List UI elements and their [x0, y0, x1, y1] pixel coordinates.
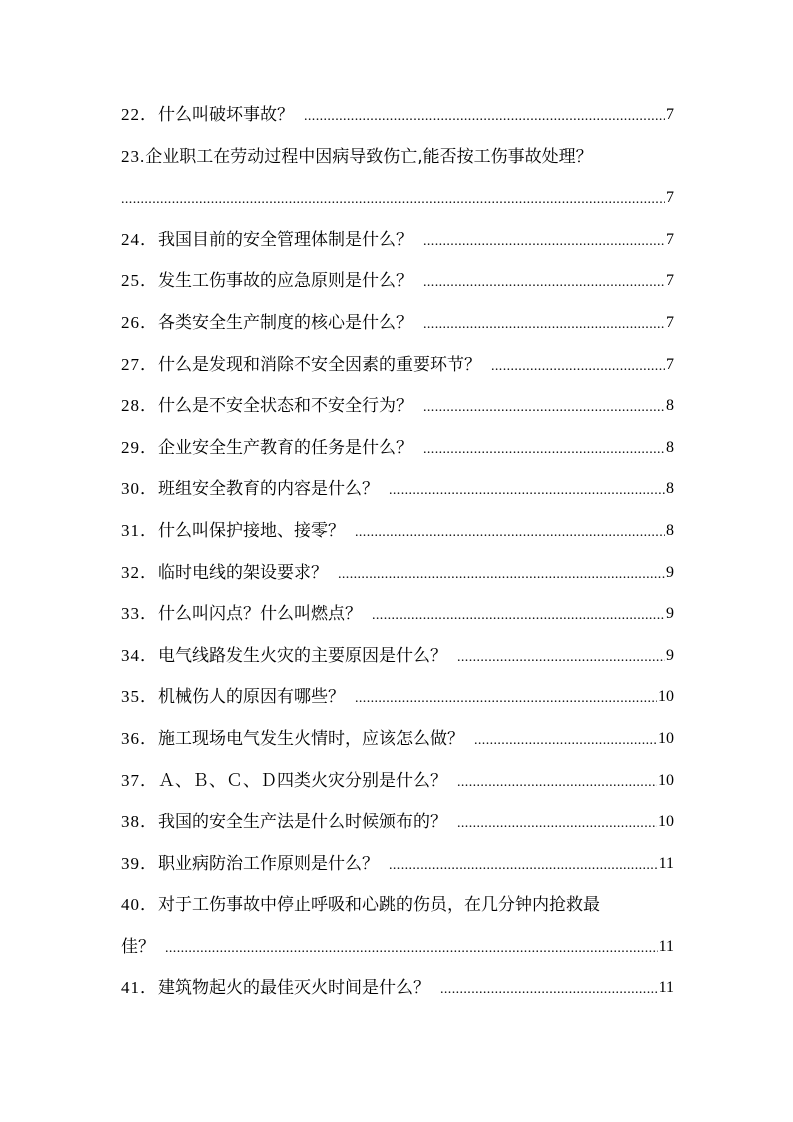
toc-entry-40[interactable] — [121, 886, 674, 928]
toc-entry-title: 企业安全生产教育的任务是什么？ — [158, 437, 413, 458]
toc-leader-dots — [440, 981, 658, 999]
toc-entry-number: 40． — [121, 895, 158, 915]
toc-entry-title: 职业病防治工作原则是什么？ — [158, 853, 379, 874]
toc-entry-title: 对于工伤事故中停止呼吸和心跳的伤员，在几分钟内抢救最 — [158, 895, 600, 916]
toc-entry-page: 7 — [666, 272, 674, 290]
toc-entry-23-continuation[interactable] — [121, 179, 674, 221]
toc-leader-dots — [355, 690, 657, 708]
toc-entry-title: 各类安全生产制度的核心是什么？ — [158, 312, 413, 333]
toc-entry-32[interactable] — [121, 554, 674, 596]
toc-leader-dots — [457, 815, 657, 833]
toc-entry-23[interactable] — [121, 138, 674, 180]
toc-leader-dots — [457, 649, 665, 667]
toc-entry-number: 23. — [121, 146, 146, 166]
toc-entry-33[interactable] — [121, 595, 674, 637]
toc-entry-page: 7 — [666, 189, 674, 207]
toc-entry-27[interactable] — [121, 346, 674, 388]
toc-entry-page: 7 — [666, 313, 674, 331]
toc-leader-dots — [457, 774, 657, 792]
toc-entry-title: 班组安全教育的内容是什么？ — [158, 479, 379, 500]
toc-entry-31[interactable] — [121, 512, 674, 554]
toc-entry-number: 39． — [121, 853, 158, 873]
toc-leader-dots — [423, 316, 665, 334]
toc-entry-number: 31． — [121, 520, 158, 540]
toc-leader-dots — [304, 108, 665, 126]
toc-leader-dots — [372, 607, 665, 625]
toc-leader-dots — [423, 274, 665, 292]
toc-entry-page: 7 — [666, 230, 674, 248]
toc-entry-number: 22． — [121, 105, 158, 124]
toc-leader-dots — [474, 732, 657, 750]
toc-entry-35[interactable] — [121, 678, 674, 720]
toc-leader-dots — [338, 566, 665, 584]
toc-entry-page: 9 — [666, 605, 674, 623]
toc-entry-36[interactable] — [121, 720, 674, 762]
toc-entry-page: 9 — [666, 646, 674, 664]
toc-entry-30[interactable] — [121, 470, 674, 512]
toc-entry-title: Ａ、Ｂ、Ｃ、Ｄ四类火灾分别是什么？ — [158, 770, 447, 791]
toc-entry-number: 28． — [121, 396, 158, 416]
toc-entry-26[interactable] — [121, 304, 674, 346]
toc-entry-22[interactable] — [121, 96, 674, 138]
toc-entry-page: 8 — [666, 438, 674, 456]
toc-entry-title: 我国的安全生产法是什么时候颁布的？ — [158, 812, 447, 833]
toc-entry-25[interactable] — [121, 262, 674, 304]
toc-entry-number: 35． — [121, 687, 158, 707]
toc-entry-title: 建筑物起火的最佳灭火时间是什么？ — [158, 978, 430, 999]
toc-leader-dots — [491, 358, 665, 376]
toc-entry-number: 26． — [121, 312, 158, 332]
toc-entry-title: 电气线路发生火灾的主要原因是什么？ — [158, 645, 447, 666]
toc-entry-title: 什么叫破坏事故？ — [158, 105, 294, 125]
toc-entry-page: 10 — [658, 771, 674, 789]
toc-entry-title: 什么是不安全状态和不安全行为？ — [158, 396, 413, 417]
toc-entry-number: 24． — [121, 229, 158, 249]
toc-entry-number: 32． — [121, 562, 158, 582]
toc-entry-number: 34． — [121, 645, 158, 665]
toc-entry-38[interactable] — [121, 803, 674, 845]
toc-entry-title: 机械伤人的原因有哪些？ — [158, 687, 345, 708]
toc-entry-34[interactable] — [121, 637, 674, 679]
toc-entry-number: 29． — [121, 437, 158, 457]
toc-entry-page: 9 — [666, 563, 674, 581]
toc-entry-24[interactable] — [121, 221, 674, 263]
toc-entry-title: 发生工伤事故的应急原则是什么？ — [158, 271, 413, 292]
toc-entry-page: 7 — [666, 355, 674, 373]
toc-entry-page: 11 — [658, 854, 674, 872]
toc-leader-dots — [423, 233, 665, 251]
toc-entry-page: 11 — [658, 937, 674, 955]
toc-entry-page: 11 — [658, 979, 674, 997]
toc-entry-number: 25． — [121, 271, 158, 291]
toc-leader-dots — [165, 940, 658, 958]
toc-leader-dots — [121, 191, 665, 209]
toc-entry-title: 什么叫保护接地、接零？ — [158, 520, 345, 541]
toc-entry-39[interactable] — [121, 845, 674, 887]
toc-entry-title: 什么是发现和消除不安全因素的重要环节？ — [158, 354, 481, 375]
toc-entry-number: 30． — [121, 479, 158, 499]
toc-entry-page: 7 — [666, 106, 674, 123]
toc-entry-title: 什么叫闪点？什么叫燃点？ — [158, 604, 362, 625]
toc-entry-28[interactable] — [121, 387, 674, 429]
toc-entry-page: 8 — [666, 480, 674, 498]
toc-entry-number: 36． — [121, 728, 158, 748]
toc-entry-29[interactable] — [121, 429, 674, 471]
toc-entry-title: 临时电线的架设要求？ — [158, 562, 328, 583]
toc-entry-number: 41． — [121, 978, 158, 998]
toc-entry-40-continuation[interactable] — [121, 928, 674, 970]
toc-entry-page: 10 — [658, 813, 674, 831]
toc-leader-dots — [389, 857, 658, 875]
toc-entry-page: 10 — [658, 729, 674, 747]
toc-leader-dots — [423, 441, 665, 459]
toc-entry-title: 施工现场电气发生火情时，应该怎么做？ — [158, 728, 464, 749]
toc-entry-number: 38． — [121, 812, 158, 832]
table-of-contents — [121, 96, 674, 1011]
toc-entry-number: 33． — [121, 604, 158, 624]
toc-entry-title: 我国目前的安全管理体制是什么？ — [158, 229, 413, 250]
toc-leader-dots — [355, 524, 665, 542]
toc-entry-37[interactable] — [121, 762, 674, 804]
toc-entry-number: 27． — [121, 354, 158, 374]
toc-leader-dots — [423, 399, 665, 417]
toc-entry-number: 37． — [121, 770, 158, 790]
toc-entry-page: 8 — [666, 521, 674, 539]
toc-entry-title: 企业职工在劳动过程中因病导致伤亡,能否按工伤事故处理？ — [145, 146, 593, 167]
toc-leader-dots — [389, 482, 665, 500]
toc-entry-page: 8 — [666, 397, 674, 415]
toc-entry-41[interactable] — [121, 969, 674, 1011]
toc-entry-page: 10 — [658, 688, 674, 706]
toc-entry-title-continuation: 佳？ — [121, 936, 155, 957]
